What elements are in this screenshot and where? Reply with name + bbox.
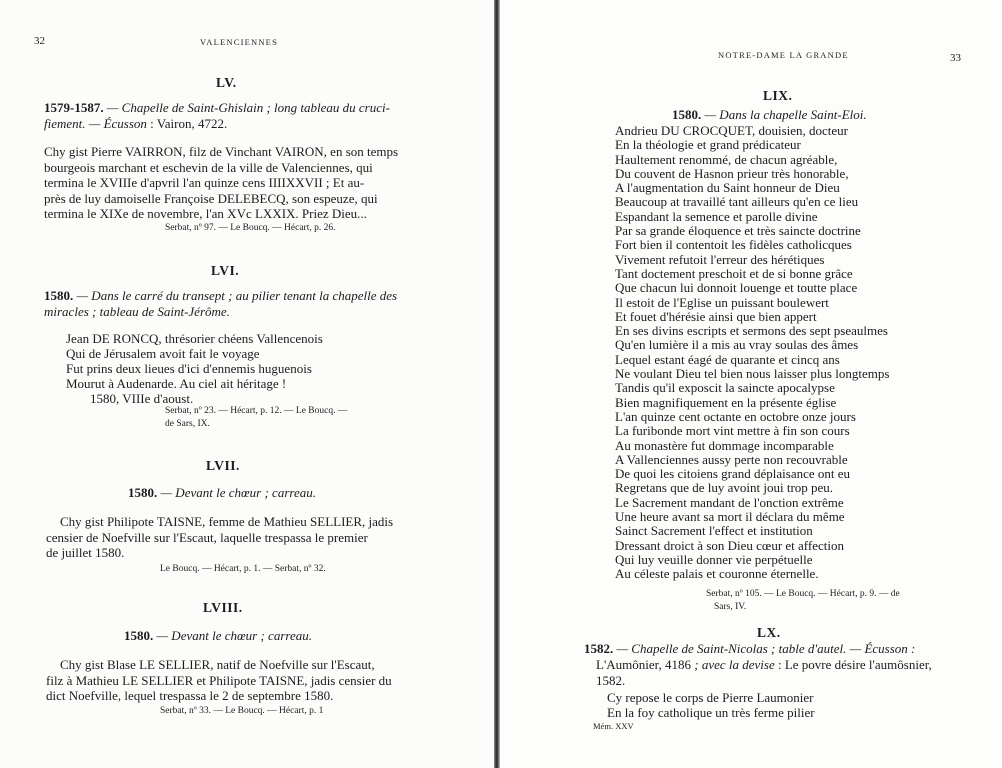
entry-header-line2: fiement. — Écusson : Vairon, 4722. [44, 116, 228, 131]
entry-header [44, 100, 390, 115]
entry-header-line2: miracles ; tableau de Saint-Jérôme. [44, 304, 230, 319]
entry-date: 1580. [124, 628, 154, 643]
inscription-text: Chy gist Philipote TAISNE, femme de Mathieu SELLIER, jadis censier de Noefville sur l'Escaut, laquelle trespassa le premier de juillet 1580. [46, 514, 394, 560]
source-reference: Serbat, nº 23. — Hécart, p. 12. — Le Boucq. — de Sars, IX. [165, 406, 348, 429]
page-number: 32 [34, 35, 45, 47]
entry-header [672, 107, 867, 122]
source-reference: Serbat, nº 97. — Le Boucq. — Hécart, p. 26. [165, 223, 336, 233]
entry-header [124, 628, 312, 643]
entry-location: — Devant le chœur ; carreau. [160, 485, 316, 500]
entry-date: 1579-1587. [44, 100, 104, 115]
page-number: 33 [950, 52, 961, 64]
entry-header-line3: 1582. [596, 673, 626, 688]
source-reference: Le Boucq. — Hécart, p. 1. — Serbat, nº 32. [160, 564, 326, 574]
entry-location: — Devant le chœur ; carreau. [156, 628, 312, 643]
left-page [0, 0, 494, 768]
section-heading-lvi: LVI. [211, 263, 240, 278]
inscription-verse: Jean DE RONCQ, thrésorier chéens Vallencenois Qui de Jérusalem avoit fait le voyage Fut prins deux lieues d'ici d'ennemis huguenois Mourut à Audenarde. Au ciel ait héritage ! 1580, VIIIe d'aoust. [66, 331, 323, 406]
inscription-verse: Andrieu DU CROCQUET, douisien, docteur En la théologie et grand prédicateur Haultement renommé, de chacun agréable, Du couvent de Hasnon prieur très honorable, A l'augmentation du Saint honneur de Dieu Beaucoup at travaillé tant ailleurs qu'en ce lieu Espandant la semence et parolle divine Par sa grande éloquence et très saincte doctrine Fort bien il contentoit les fidèles catholicques Vivement refutoit l'erreur des hérétiques Tant doctement preschoit et de si bonne grâce Que chacun lui donnoit louenge et toutte place Il estoit de l'Eglise un puissant boulewert Et fouet d'hérésie ainsi que bien appert En ses divins escripts et sermons des sept pseaulmes Qu'en lumière il a mis au vray soulas des âmes Lequel estant éagé de quarante et cincq ans Ne voulant Dieu tel bien nous laisser plus longtemps Tandis qu'il exposcit la saincte apocalypse Bien magnifiquement en la présente église L'an quinze cent octante en octobre onze jours La furibonde mort vint mettre à fin son cours Au monastère fut dommage incomparable A Vallenciennes aussy perte non recouvrable De quoi les citoiens grand déplaisance ont eu Regretans que de luy avoint joui trop peu. Le Sacrement mandant de l'onction extrême Une heure avant sa mort il déclara du même Sainct Sacrement l'effect et institution Dressant droict à son Dieu cœur et affection Qui luy veuille donner vie perpétuelle Au céleste palais et couronne éternelle. [615, 123, 890, 582]
entry-location: — Chapelle de Saint-Nicolas ; table d'autel. — Écusson : [616, 641, 916, 656]
entry-header [128, 485, 316, 500]
entry-header-line2: L'Aumônier, 4186 ; avec la devise : Le povre désire l'aumôsnier, [596, 657, 932, 672]
inscription-text: Chy gist Pierre VAIRRON, filz de Vinchant VAIRON, en son temps bourgeois marchant et eschevin de la ville de Valenciennes, qui termina le XVIIIe d'apvril l'an quinze cens IIIIXXVII ; Et au- près de luy damoiselle Françoise DELEBECQ, son espeuze, qui termina le XIXe de novembre, l'an XVc LXXIX. Priez Dieu... [44, 144, 399, 221]
section-heading-lviii: LVIII. [203, 600, 243, 615]
source-reference: Serbat, nº 105. — Le Boucq. — Hécart, p. 9. — de Sars, IV. [706, 589, 900, 612]
entry-date: 1582. [584, 641, 614, 656]
entry-date: 1580. [128, 485, 158, 500]
entry-date: 1580. [672, 107, 702, 122]
source-reference: Serbat, nº 33. — Le Boucq. — Hécart, p. 1 [160, 706, 324, 716]
signature-mark: Mém. XXV [593, 721, 634, 731]
entry-location: — Dans le carré du transept ; au pilier tenant la chapelle des [76, 288, 398, 303]
right-page [500, 0, 1002, 768]
section-heading-lix: LIX. [763, 88, 793, 103]
inscription-text: Chy gist Blase LE SELLIER, natif de Noefville sur l'Escaut, filz à Mathieu LE SELLIER et Philipote TAISNE, jadis censier du dict Noefville, lequel trespassa le 2 de septembre 1580. [46, 657, 392, 703]
entry-header [584, 641, 915, 656]
entry-location: — Dans la chapelle Saint-Eloi. [704, 107, 867, 122]
entry-location: — Chapelle de Saint-Ghislain ; long tableau du cruci- [106, 100, 390, 115]
section-heading-lvii: LVII. [206, 458, 240, 473]
running-head: NOTRE-DAME LA GRANDE [718, 50, 849, 60]
entry-date: 1580. [44, 288, 74, 303]
inscription-verse: Cy repose le corps de Pierre Laumonier En la foy catholique un très ferme pilier [607, 690, 815, 720]
running-head: VALENCIENNES [200, 37, 278, 47]
section-heading-lx: LX. [757, 625, 781, 640]
section-heading-lv: LV. [216, 75, 237, 90]
entry-header [44, 288, 397, 303]
